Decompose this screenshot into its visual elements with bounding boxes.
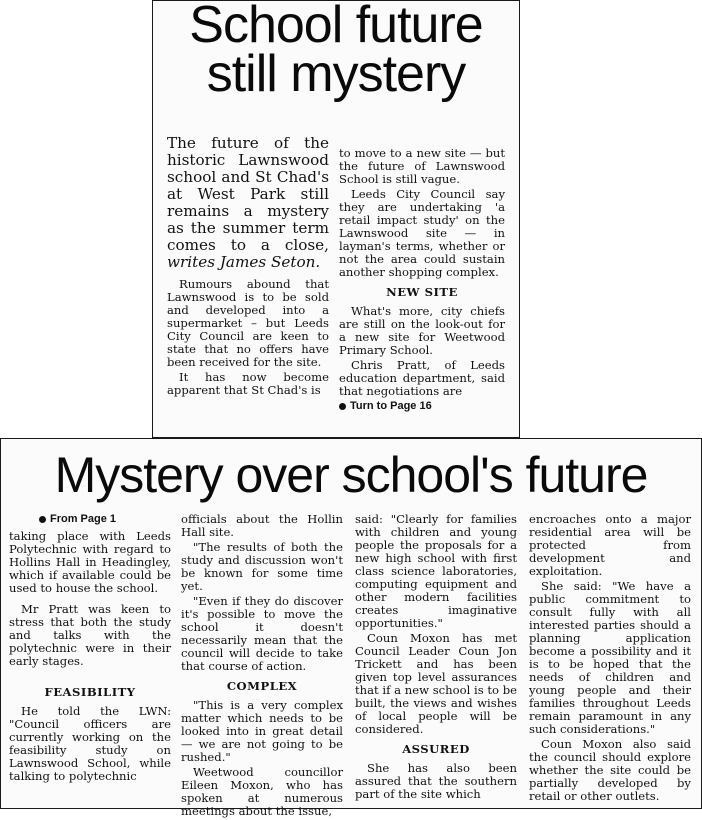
bullet-icon	[339, 403, 346, 410]
paragraph: officials about the Hollin Hall site.	[181, 512, 343, 539]
paragraph: What's more, city chiefs are still on the look-out for a new site for Weetwood Primary School.	[339, 304, 505, 357]
bottom-article-column-3	[355, 513, 517, 803]
paragraph: Mr Pratt was keen to stress that both the study and talks with the polytechnic were in their early stages.	[9, 602, 171, 668]
turn-to-page	[339, 400, 505, 413]
paragraph: Chris Pratt, of Leeds education department, said that negotiations are	[339, 358, 505, 398]
top-article-column-1	[167, 135, 329, 399]
paragraph: encroaches onto a major residential area will be protected from development and exploitation.	[529, 512, 691, 578]
paragraph: said: "Clearly for families with children and young people the proposals for a new high school with first class science laboratories, computing equipment and other modern facilities creates imaginative opportunities."	[355, 512, 517, 630]
top-article-column-2	[339, 147, 505, 415]
paragraph: Leeds City Council say they are undertaking 'a retail impact study' on the Lawnswood site — in layman's terms, whether or not the area could sustain another shopping complex.	[339, 187, 505, 279]
bottom-article-headline: Mystery over school's future	[54, 447, 648, 503]
headline-line-2: still mystery	[206, 45, 466, 103]
byline: writes James Seton.	[167, 253, 321, 271]
subhead-feasibility: FEASIBILITY	[44, 685, 136, 699]
paragraph: taking place with Leeds Polytechnic with regard to Hollins Hall in Headingley, which if available could be used to house the school.	[9, 529, 171, 595]
bottom-article-column-2	[181, 513, 343, 820]
paragraph: to move to a new site — but the future of Lawnswood School is still vague.	[339, 146, 505, 186]
turn-to-label: Turn to Page 16	[350, 400, 432, 412]
paragraph: She has also been assured that the southern part of the site which	[355, 761, 517, 801]
bullet-icon	[39, 516, 46, 523]
paragraph: She said: "We have a public commitment to consult fully with all interested parties should a planning application become a possibility and it is to be hoped that the needs of children and young people and their families throughout Leeds remain paramount in any such considerations."	[529, 579, 691, 736]
subhead-new-site: NEW SITE	[386, 285, 458, 299]
subhead-assured: ASSURED	[402, 742, 470, 756]
bottom-article-clipping	[0, 438, 702, 818]
paragraph: Weetwood councillor Eileen Moxon, who has spoken at numerous meetings about the issue,	[181, 765, 343, 818]
paragraph: Coun Moxon also said the council should explore whether the site could be partially developed by retail or other outlets.	[529, 737, 691, 803]
paragraph: Coun Moxon has met Council Leader Coun Jon Trickett and has been given top level assurances that if a new school is to be built, the views and wishes of local people will be considered.	[355, 631, 517, 736]
top-article-clipping	[152, 0, 520, 438]
article-lede	[167, 135, 329, 271]
bottom-article-column-1	[9, 513, 171, 785]
paragraph: It has now become apparent that St Chad's is	[167, 370, 329, 397]
bottom-article-column-4	[529, 513, 691, 805]
paragraph: He told the LWN: "Council officers are currently working on the feasibility study on Lawnswood School, while talking to polytechnic	[9, 704, 171, 783]
subhead-complex: COMPLEX	[226, 679, 298, 693]
paragraph: "The results of both the study and discussion won't be known for some time yet.	[181, 540, 343, 593]
paragraph: Rumours abound that Lawnswood is to be sold and developed into a supermarket – but Leeds City Council are keen to state that no offers have been received for the site.	[167, 277, 329, 369]
from-page	[39, 513, 171, 526]
paragraph: "This is a very complex matter which needs to be looked into in great detail — we are not going to be rushed."	[181, 698, 343, 764]
from-page-label: From Page 1	[50, 513, 117, 525]
lede-text: The future of the historic Lawnswood school and St Chad's at West Park still remains a mystery as the summer term comes to a close,	[167, 134, 329, 254]
paragraph: "Even if they do discover it's possible to move the school it doesn't necessarily mean that the council will decide to take that course of action.	[181, 594, 343, 673]
headline-line-1: School future	[189, 0, 483, 54]
top-article-headline	[153, 0, 519, 103]
